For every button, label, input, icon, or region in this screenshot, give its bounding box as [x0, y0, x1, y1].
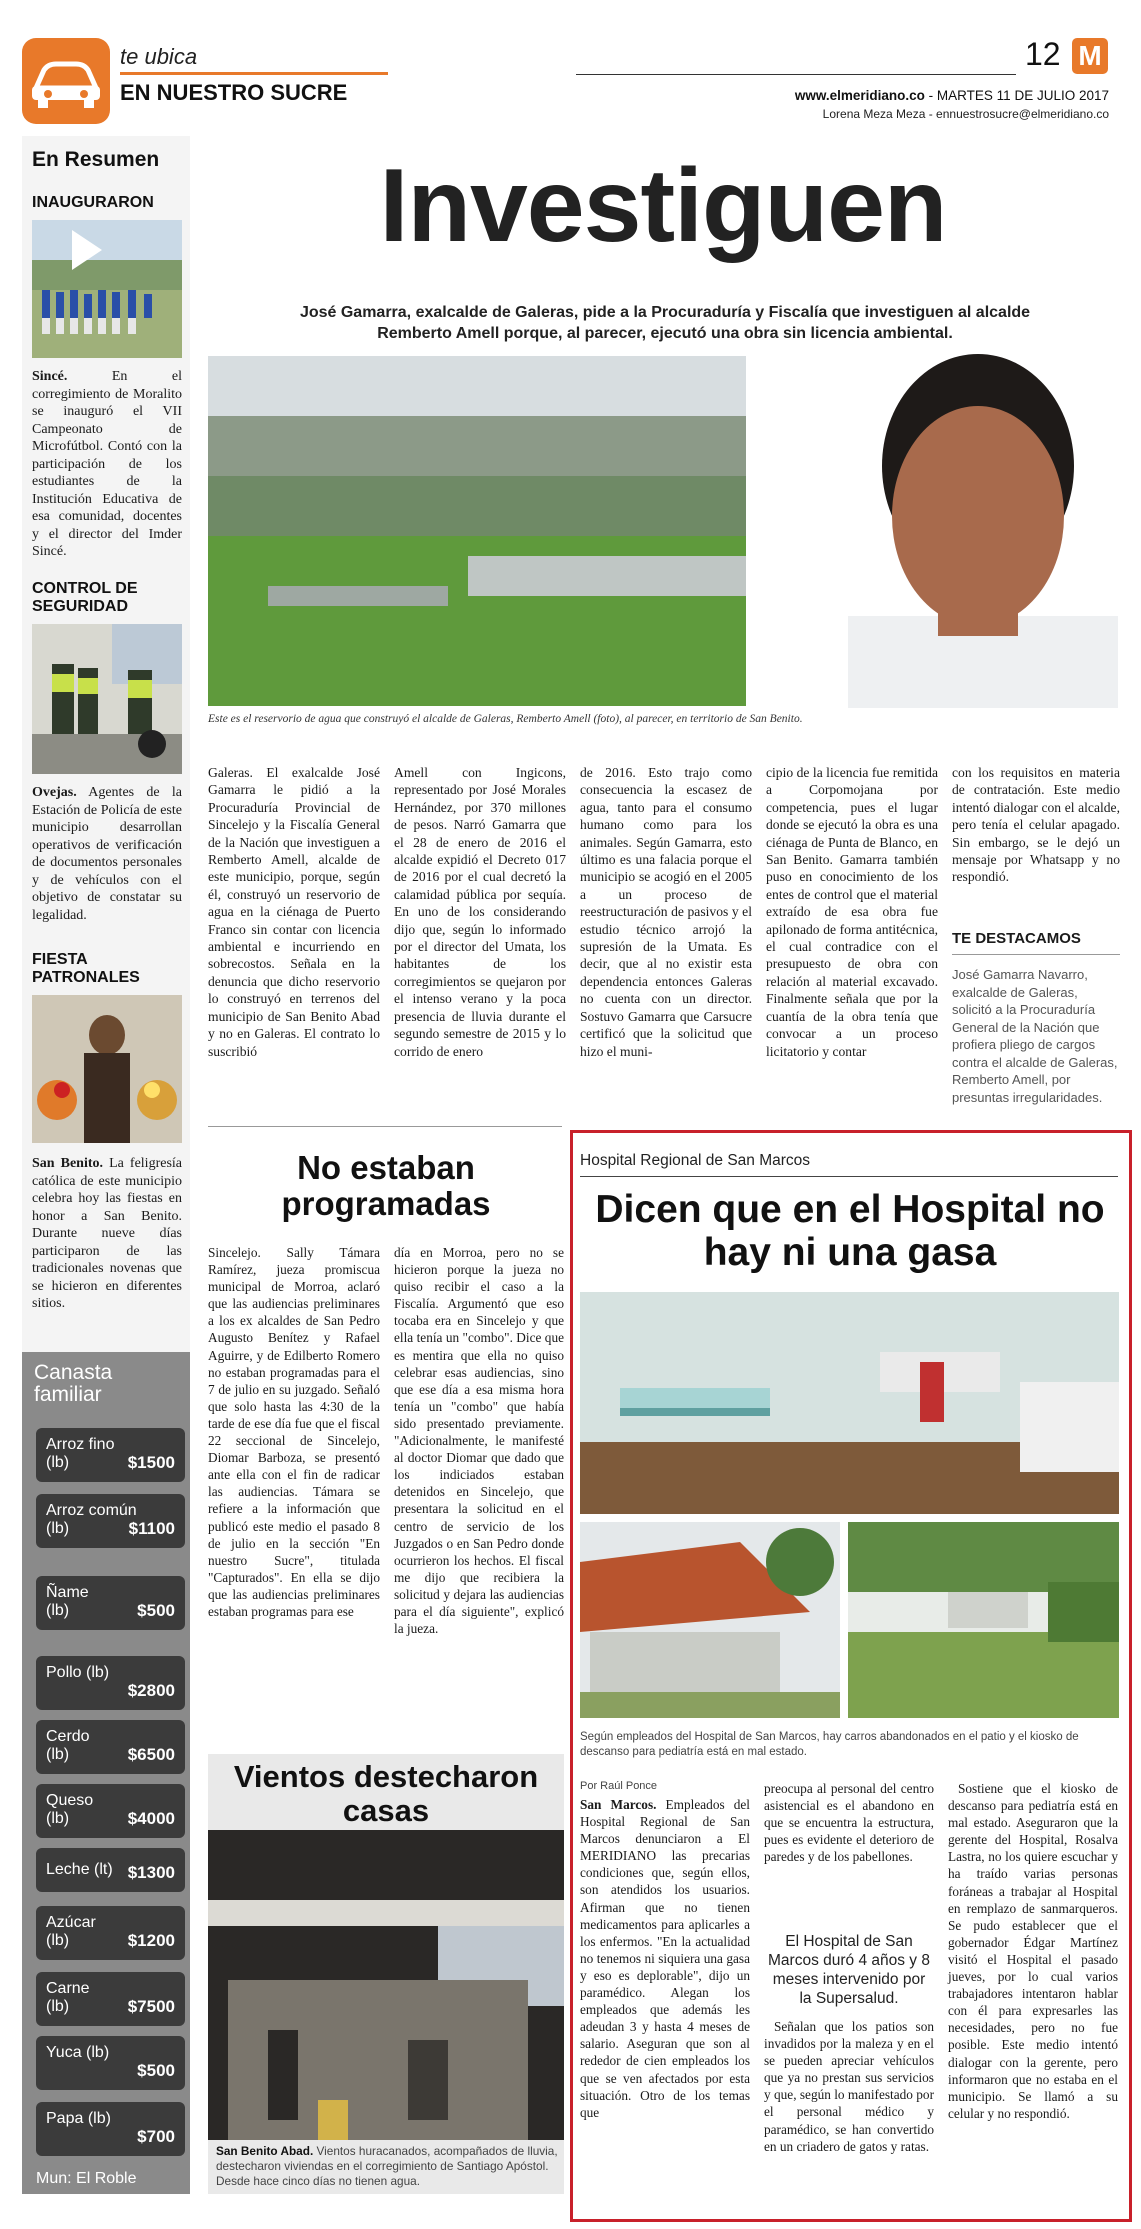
- story3-headline: Vientos destecharon casas: [233, 1759, 539, 1828]
- hospital-col-2a: preocupa al personal del centro asistencial es el abandono en que se encuentra la estructura, pues es evidente el deterioro de paredes y de los pabellones.: [764, 1781, 934, 1865]
- hospital-pullquote: El Hospital de San Marcos duró 4 años y 8 meses intervenido por la Supersalud.: [768, 1933, 930, 2007]
- car-icon: [22, 38, 110, 124]
- sidebar-heading: INAUGURARON: [32, 194, 154, 211]
- story2-col-2: día en Morroa, pero no se hicieron porque la jueza no quiso recibir el caso a la Fiscalía. Argumentó que eso tocaba era en Sincelejo y que ella tenía un "combo". Dice que es mentira que ella no quiso celebrar esas audiencias, sino que ese día a esa misma hora tenía un "combo" que había sido presentado previamente. "Adicionalmente, le manifesté al doctor Diomar que dado que los indiciados estaban detenidos en Sincelejo, que presentara la solicitud en el centro de servicio de los Juzgados o en San Pedro donde ocurrieron los hechos. El fiscal me dijo que recibiera la solicitud y dejara las audiencias para el día siguiente", explicó la jueza.: [394, 1245, 564, 1637]
- hospital-kicker: Hospital Regional de San Marcos: [580, 1152, 811, 1169]
- price-item: Leche (lt) $1300: [36, 1848, 185, 1892]
- sidebar-item-inauguraron: [32, 194, 182, 561]
- portrait-photo: [808, 346, 1120, 708]
- section-divider: [208, 1126, 562, 1127]
- main-caption: Este es el reservorio de agua que construyó el alcalde de Galeras, Remberto Amell (foto), al parecer, en territorio de San Benito.: [208, 713, 803, 725]
- sidebar-text: Ovejas. Agentes de la Estación de Policía de este municipio desarrollan operativos de verificación de documentos personales y de vehículos con el objetivo de constatar su legalidad.: [32, 785, 182, 923]
- section-kicker: te ubica: [120, 44, 198, 69]
- sidebar-heading: FIESTA PATRONALES: [32, 951, 140, 986]
- price-item: Arroz fino (lb) $1500: [36, 1428, 185, 1482]
- canasta-municipality: Mun: El Roble: [36, 2170, 137, 2187]
- story2-headline: No estaban programadas: [281, 1149, 491, 1222]
- byline-header: Lorena Meza Meza - ennuestrosucre@elmeridiano.co: [822, 107, 1109, 121]
- main-col-5: con los requisitos en materia de contratación. Este medio intentó dialogar con el alcalde, pero tenía el celular apagado. Sin embargo, se le dejó un mensaje por Whatsapp y no respondió.: [952, 765, 1120, 885]
- police-photo: [32, 624, 182, 774]
- destacamos-rule: [952, 954, 1120, 955]
- hospital-byline: Por Raúl Ponce: [580, 1780, 658, 1792]
- meridiano-logo: M: [1072, 38, 1108, 74]
- story2-col-1: Sincelejo. Sally Támara Ramírez, jueza promiscua municipal de Morroa, aclaró que las audiencias preliminares a los ex alcaldes de San Pedro Augusto Benítez y Rafael Aguirre, y de Edilberto Romero no estaban programadas para el 7 de julio en su juzgado. Señaló que solo hasta las 4:30 de la tarde de ese día fue que el fiscal 22 seccional de Sincelejo, Diomar Barboza, se presentó ante ella con el fin de radicar las audiencias. Támara se refiere a la información que publicó este medio el pasado 8 de julio en la sección "En nuestro Sucre", titulada "Capturados". En ella se dijo que las audiencias preliminares estaban programas para ese: [208, 1245, 380, 1619]
- canasta-title: Canasta familiar: [34, 1361, 113, 1406]
- hospital-kicker-rule: [580, 1176, 1118, 1177]
- hospital-headline: Dicen que en el Hospital no hay ni una gasa: [595, 1188, 1105, 1274]
- sidebar-text: Sincé. En el corregimiento de Moralito se inauguró el VII Campeonato de Microfútbol. Contó con la participación de los estudiantes de la Institución Educativa de esa comunidad, docentes y el director del Imder Sincé.: [32, 369, 182, 559]
- abandoned-cars-photo: [848, 1522, 1119, 1718]
- hospital-ward-photo: [580, 1292, 1119, 1514]
- main-col-4: cipio de la licencia fue remitida a Corpomojana por competencia, pues el lugar donde se ejecutó la obra es una ciénaga de Punta de Blanco, en San Benito. Gamarra también puso en conocimiento de los entes de control que el material extraído de esa obra fue apilonado de forma antitécnica, el cual contradice con el presupuesto de obra con relación al material excavado. Finalmente señala que por la cuantía de la obra tenía que convocar a un proceso licitatorio y contar: [766, 765, 938, 1059]
- dateline: [795, 88, 1109, 103]
- date: - MARTES 11 DE JULIO 2017: [924, 88, 1109, 103]
- website-link[interactable]: www.elmeridiano.co: [794, 88, 925, 103]
- page-number: 12: [1025, 36, 1061, 72]
- section-title: EN NUESTRO SUCRE: [120, 80, 348, 105]
- price-item: Yuca (lb) $500: [36, 2036, 185, 2090]
- hospital-col-1: San Marcos. Empleados del Hospital Regional de San Marcos denunciaron a El MERIDIANO las precarias condiciones que, según ellos, son atendidos los usuarios. Afirman que no tienen medicamentos para aplicarles a los enfermos. "En la actualidad no tenemos ni siquiera una gasa y eso es deplorable", dijo un paramédico. Alegan los empleados que además les adeudan 3 y hasta 4 meses de salario. Aseguran que son al rededor de cien empleados los que se ven afectados por esta situación. Otro de los temas que: [580, 1797, 750, 2120]
- main-col-2: Amell con Ingicons, representado por José Morales Hernández, por 370 millones de pesos. Narró Gamarra que el 28 de enero de 2016 el alcalde expidió el Decreto 017 de 2016 por el cual decretó la calamidad pública por sequía. En uno de los considerando dijo que, según lo informado por el director del Umata, los habitantes de los corregimientos se quejaron por el intenso verano y la poca presencia de lluvia durante el segundo semestre de 2015 y lo corrido de enero: [394, 765, 566, 1059]
- story3-caption: San Benito Abad. Vientos huracanados, acompañados de lluvia, destecharon viviendas en el corregimiento de Santiago Apóstol. Desde hace cinco días no tienen agua.: [216, 2144, 558, 2188]
- sidebar-item-control: [32, 580, 182, 924]
- hospital-col-3: Sostiene que el kiosko de descanso para pediatría está en mal estado. Aseguraron que la gerente del Hospital, Rosalva Lastra, no los quiere escuchar y ha traído varias personas foráneas a trabajar al Hospital en remplazo de sanmarqueros. Se pudo establecer que el gobernador Édgar Martínez visitó el Hospital el pasado jueves, por lo cual varios trabajadores intentaron hablar con él para expresarles las necesidades, pero no fue posible. Este medio intentó dialogar con la gerente, pero informaron que no estaba en el municipio. Se llamó a su celular y no respondió.: [948, 1781, 1118, 2121]
- roof-photo: [208, 1830, 564, 2140]
- price-item: Ñame (lb) $500: [36, 1576, 185, 1630]
- sidebar-text: San Benito. La feligresía católica de este municipio celebra hoy las fiestas en honor a San Benito. Durante nueve días participaron de las tradicionales novenas que se hicieron en diferentes sitios.: [32, 1156, 182, 1311]
- main-col-1: Galeras. El exalcalde José Gamarra le pidió a la Procuraduría Provincial de Sincelejo y la Fiscalía General de la Nación que investiguen a Remberto Amell, alcalde de este municipio, porque, según él, construyó un reservorio de agua en la ciénaga de Puerto Franco sin contar con licencia ambiental e incurriendo en sobrecostos. Señala en la denuncia que dicho reservorio lo construyó en terrenos del municipio de San Benito Abad y no en Galeras. El contrato lo suscribió: [208, 765, 380, 1059]
- header-rule: [576, 74, 1016, 75]
- sidebar-heading: CONTROL DE SEGURIDAD: [32, 580, 138, 615]
- section-rule: [120, 72, 388, 75]
- sidebar-title: En Resumen: [32, 148, 160, 171]
- price-item: Carne (lb) $7500: [36, 1972, 185, 2026]
- price-item: Pollo (lb) $2800: [36, 1656, 185, 1710]
- destacamos-text: José Gamarra Navarro, exalcalde de Galeras, solicitó a la Procuraduría General de la Nación que profiera pliego de cargos contra el alcalde de Galeras, Remberto Amell, por presuntas irregularidades.: [952, 967, 1118, 1105]
- hospital-col-2b: Señalan que los patios son invadidos por la maleza y en el se pueden apreciar vehículos que ya no prestan sus servicios y que, según lo manifestado por el personal médico y paramédico, se han convertido en un criadero de gatos y ratas.: [764, 2019, 934, 2154]
- price-item: Papa (lb) $700: [36, 2102, 185, 2156]
- main-deck: José Gamarra, exalcalde de Galeras, pide a la Procuraduría y Fiscalía que investiguen al alcalde Remberto Amell porque, al parecer, ejecutó una obra sin licencia ambiental.: [299, 304, 1031, 342]
- main-headline: Investiguen: [379, 148, 947, 264]
- main-col-3: de 2016. Esto trajo como consecuencia la escasez de agua, tanto para el consumo humano como para los animales. Según Gamarra, esto último es una falacia porque el municipio se acogió en el 2005 a un proceso de reestructuración de pasivos y el estudio técnico arrojó la supresión de la Umata. Es decir, que al no existir esta dependencia entonces Galeras no cuenta con un director. Sostuvo Gamarra que Carsucre certificó que la solicitud que hizo el muni-: [580, 765, 752, 1059]
- price-item: Arroz común (lb) $1100: [36, 1494, 185, 1548]
- saint-photo: [32, 995, 182, 1143]
- section-logo: [22, 38, 110, 124]
- destacamos-title: TE DESTACAMOS: [952, 930, 1081, 947]
- price-item: Queso (lb) $4000: [36, 1784, 185, 1838]
- hospital-caption: Según empleados del Hospital de San Marcos, hay carros abandonados en el patio y el kiosko de descanso para pediatría está en mal estado.: [580, 1731, 1079, 1758]
- sidebar-item-fiesta: [32, 951, 182, 1313]
- price-item: Cerdo (lb) $6500: [36, 1720, 185, 1774]
- kiosk-photo: [580, 1522, 840, 1718]
- football-photo: [32, 220, 182, 358]
- reservoir-photo: [208, 356, 746, 706]
- price-item: Azúcar (lb) $1200: [36, 1906, 185, 1960]
